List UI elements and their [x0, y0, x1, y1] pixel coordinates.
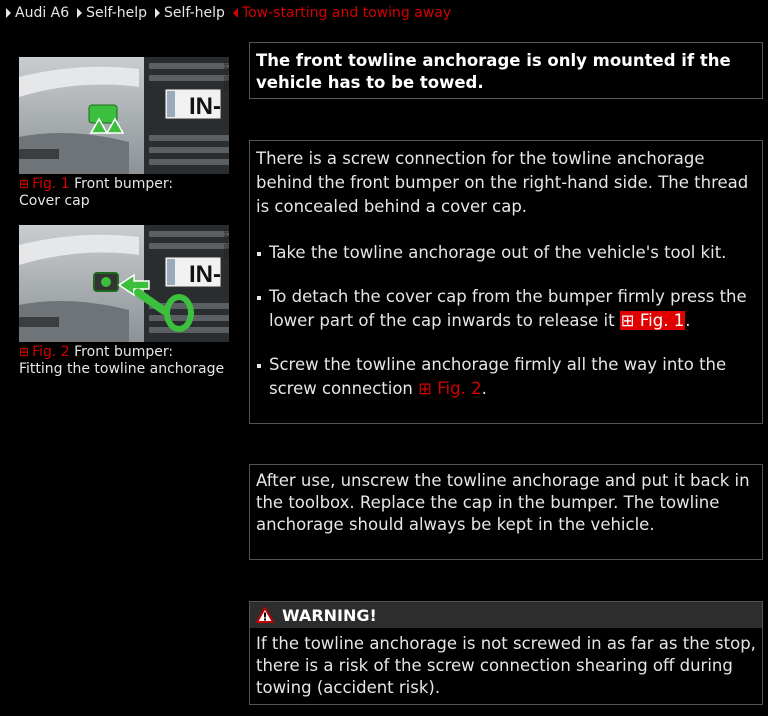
warning-box	[249, 601, 763, 705]
step-text: To detach the cover cap from the bumper firmly press the lower part of the cap inwards to release it	[269, 287, 747, 330]
figure-icon: ⊞	[19, 177, 30, 191]
breadcrumb	[6, 4, 459, 22]
triangle-right-icon	[77, 8, 82, 18]
section-heading: The front towline anchorage is only mounted if the vehicle has to be towed.	[249, 42, 763, 99]
caption-line: Front bumper:	[74, 344, 174, 360]
breadcrumb-item-self-help[interactable]	[77, 5, 147, 21]
list-item: Screw the towline anchorage firmly all the way into the screw connection ⊞ Fig. 2.	[256, 353, 756, 401]
warning-text: If the towline anchorage is not screwed in as far as the stop, there is a risk of the screw connection shearing off during towing (accident risk).	[256, 634, 756, 697]
figure-icon: ⊞	[620, 311, 635, 330]
figure-link-label: Fig. 2	[437, 379, 482, 398]
figure-2-link[interactable]	[418, 379, 481, 398]
instructions-box	[249, 140, 763, 424]
figure-icon: ⊞	[19, 345, 30, 359]
step-text: Screw the towline anchorage firmly all the way into the screw connection	[269, 355, 727, 398]
breadcrumb-label: Audi A6	[15, 5, 70, 21]
warning-header	[250, 602, 762, 628]
warning-title: WARNING!	[282, 605, 377, 625]
caption-line: Front bumper:	[74, 176, 174, 192]
figure-1-image	[19, 57, 229, 174]
figure-ref[interactable]	[19, 344, 70, 360]
figure-1-link[interactable]	[620, 311, 685, 330]
plate-text: IN-	[189, 261, 221, 288]
breadcrumb-item-self-help-2[interactable]	[155, 5, 225, 21]
step-text: Take the towline anchorage out of the vehicle's tool kit.	[269, 243, 727, 262]
steps-list	[256, 241, 756, 401]
plate-text: IN-	[189, 93, 221, 120]
figure-1-caption	[19, 176, 229, 210]
triangle-left-icon	[233, 8, 238, 18]
triangle-right-icon	[155, 8, 160, 18]
figure-2-caption	[19, 344, 229, 378]
list-item	[256, 241, 756, 265]
figure-ref[interactable]	[19, 176, 70, 192]
warning-triangle-icon	[256, 607, 274, 623]
figure-link-label: Fig. 1	[639, 311, 685, 330]
after-use-box: After use, unscrew the towline anchorage and put it back in the toolbox. Replace the cap in the bumper. The towline anchorage should always be kept in the vehicle.	[249, 464, 763, 560]
breadcrumb-label: Self-help	[164, 5, 225, 21]
figure-2-image	[19, 225, 229, 342]
figure-ref-label: Fig. 2	[32, 344, 70, 360]
figure-icon: ⊞	[418, 379, 432, 398]
breadcrumb-current-label: Tow-starting and towing away	[241, 5, 452, 21]
figure-1	[19, 57, 229, 210]
image-code: B4L-0551	[222, 229, 229, 260]
breadcrumb-label: Self-help	[86, 5, 148, 21]
breadcrumb-current	[233, 5, 451, 21]
figure-ref-label: Fig. 1	[32, 176, 70, 192]
caption-line: Cover cap	[19, 193, 90, 209]
list-item: To detach the cover cap from the bumper firmly press the lower part of the cap inwards to release it ⊞ Fig. 1.	[256, 285, 756, 333]
image-code: B4L-0550	[222, 61, 229, 92]
triangle-right-icon	[6, 8, 11, 18]
breadcrumb-item-audi-a6[interactable]	[6, 5, 69, 21]
figure-2	[19, 225, 229, 378]
intro-text: There is a screw connection for the towline anchorage behind the front bumper on the right-hand side. The thread is concealed behind a cover cap.	[256, 149, 749, 216]
caption-line: Fitting the towline anchorage	[19, 361, 225, 377]
